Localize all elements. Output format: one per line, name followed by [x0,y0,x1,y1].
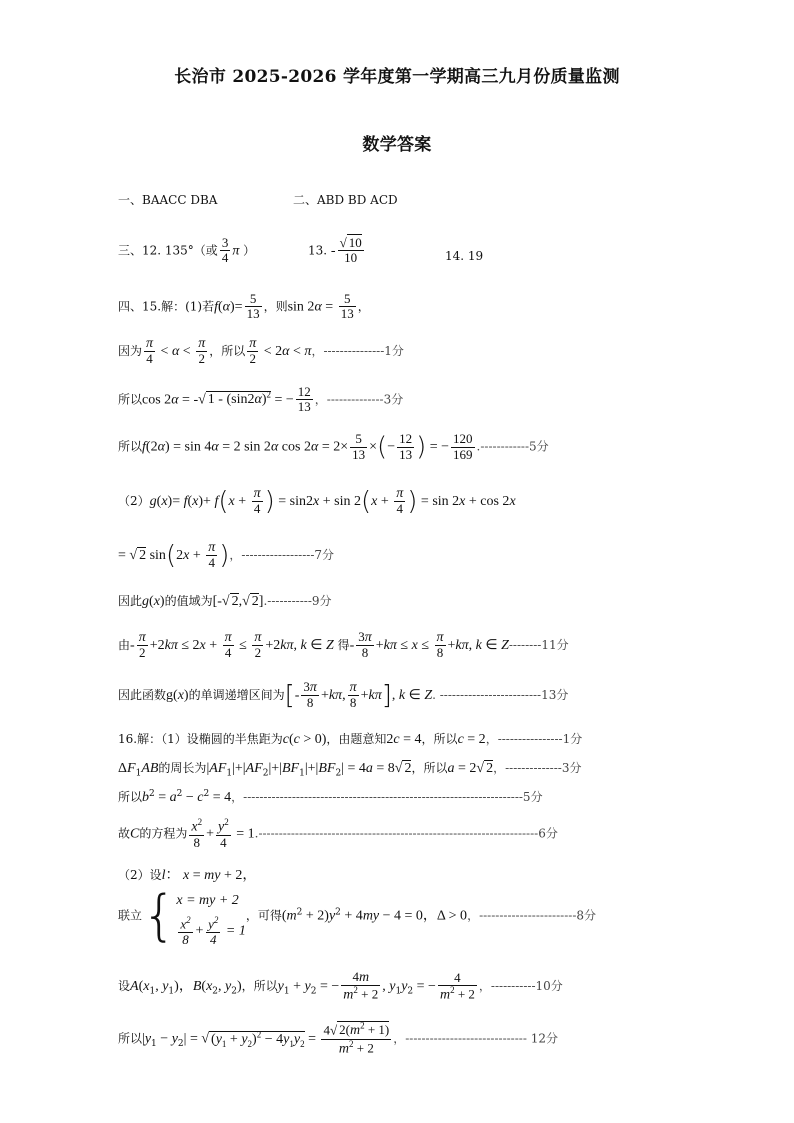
score-marker: .---------------------------------------------------------------------6分 [254,826,558,841]
score-marker: ，---------------1分 [311,343,404,358]
fraction: $\frac{3}{4}$ [221,235,229,266]
score-marker: ，---------------------------------------------------------------------5分 [231,790,543,804]
score-marker: ，----------------1分 [485,732,583,746]
score-marker: .------------5分 [476,439,549,454]
equation-system: x = my + 2 $\frac{x^2}{8}$ + $\frac{y^2}{4}$ = 1 [176,893,246,947]
q15-line-9: 因此函数g(x)的单调递增区间为[- $\frac{3\pi}{8}$ +kπ, $\frac{\pi}{8}$ +kπ], k ∈ Z. -------------------------13分 [118,679,569,711]
score-marker: .-----------9分 [263,594,332,608]
section-2-text: 二、ABD BD ACD [293,193,398,207]
q16-line-3: 所以$b^2 = a^2 - c^2 = 4$，---------------------------------------------------------------------5分 [118,789,543,805]
score-marker: ，-----------10分 [478,979,563,994]
score-marker: ，------------------------------ 12分 [393,1031,558,1046]
q14-answer: 14. 19 [445,249,484,263]
score-marker: ，------------------7分 [229,547,335,562]
q15-line-3: 所以cos 2α = -√ $1 - (\sin 2\alpha)^2$ = − $\frac{12}{13}$ ，--------------3分 [118,384,404,415]
q15-line-4: 所以f(2α) = sin 4α = 2 sin 2α cos 2α = 2× $\frac{5}{13}$ ×(− $\frac{12}{13}$ ) = − $\frac{120}{169}$ .------------5分 [118,431,549,462]
q16-line-7: 设$A(x_1$, $y_1$)，$B(x_2$, $y_2$)，所以$y_1 + y_2$ = − $\frac{4m}{m^2 + 2}$ , $y_1y_2$ = − $\frac{4}{m^2 + 2}$ ，-----------10分 [118,969,563,1003]
score-marker: ，--------------3分 [314,392,404,407]
q12-text: 三、12. 135°（或 [118,243,218,258]
section-1-answers [118,191,217,208]
q16-line-2: $\Delta F_1AB$的周长为$|AF_1|+|AF_2|+|BF_1|+|BF_2| = 4a = 8√$ 2，所以a = 2√ 2，--------------3分 [118,761,582,779]
q13-answer: 13. - $\frac{√ 10}{10}$ [308,235,362,266]
document-title: 长治市 2025-2026 学年度第一学期高三九月份质量监测 [174,67,620,87]
section-2-answers [293,191,398,208]
q15-line-2: 因为 $\frac{\pi}{4}$ < α < $\frac{\pi}{2}$ ，所以 $\frac{\pi}{2}$ < 2α < π，---------------1分 [118,336,404,367]
section-3-answers: 三、12. 135°（或 $\frac{3}{4}$ π ） [118,235,256,266]
fraction: $\frac{√ 10}{10}$ [339,235,362,266]
section-1-text: 一、BAACC DBA [118,193,218,207]
score-marker: ，--------------3分 [493,761,582,775]
q15-line-6: = √ 2 sin(2x + $\frac{\pi}{4}$ )，------------------7分 [118,540,335,571]
document-subtitle: 数学答案 [362,135,432,155]
score-marker: ，------------------------8分 [467,908,597,923]
q15-line-7: 因此g(x)的值域为[-√ 2,√ 2].-----------9分 [118,594,332,609]
q16-line-8: 所以$|y_1 - y_2|$ = √ $(y_1 + y_2)^2 - 4y_1y_2$ = $\frac{4√ 2(m^2 + 1)}{m^2 + 2}$ ，------------------------------ 12分 [118,1021,558,1057]
score-marker: --------11分 [508,637,569,652]
q15-line-8: 由- $\frac{\pi}{2}$ +2kπ ≤ 2x + $\frac{\pi}{4}$ ≤ $\frac{\pi}{2}$ +2kπ, k ∈ Z 得- $\frac{3\pi}{8}$ +kπ ≤ x ≤ $\frac{\pi}{8}$ +kπ, k ∈ Z--------11分 [118,629,569,661]
q15-line-5: （2）g(x)= f(x)+ f(x + $\frac{\pi}{4}$ ) = sin2x + sin 2(x + $\frac{\pi}{4}$ ) = sin 2x + cos 2x [118,486,516,517]
q16-line-6: 联立{ x = my + 2 $\frac{x^2}{8}$ + $\frac{y^2}{4}$ = 1 ，可得$(m^2 + 2)y^2 + 4my - 4 = 0$，Δ > 0，------------------------8分 [118,884,597,947]
score-marker: . -------------------------13分 [432,687,569,702]
q16-line-4: 故C的方程为 $\frac{x^2}{8}$ + $\frac{y^2}{4}$ = 1.---------------------------------------------------------------------6分 [118,817,558,850]
q16-line-5: （2）设l： x = my + 2， [118,868,257,883]
q16-line-1: 16.解：（1）设椭圆的半焦距为c(c > 0)，由题意知2c = 4，所以c = 2，----------------1分 [118,732,583,747]
q15-line-1: 四、15.解：(1)若f(α)= $\frac{5}{13}$ ，则sin 2α = $\frac{5}{13}$ ， [118,291,370,322]
